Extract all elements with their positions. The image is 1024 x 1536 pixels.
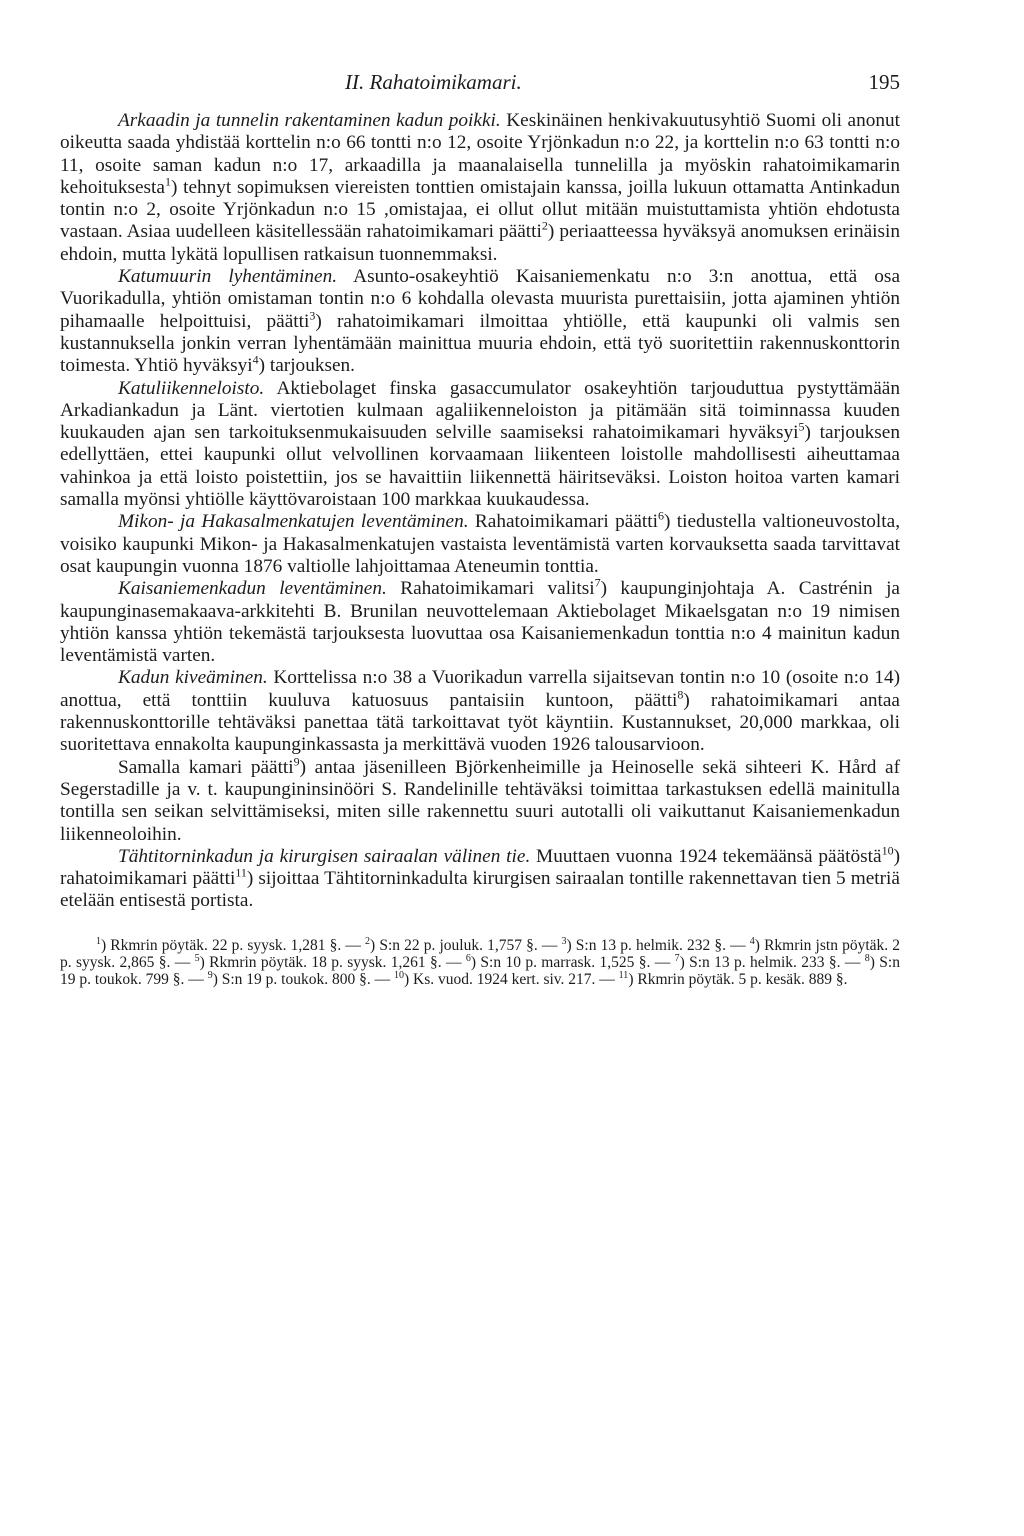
footnote-number: 4: [749, 935, 755, 947]
footnote-entry: ) S:n 13 p. helmik. 233 §. —: [679, 953, 865, 971]
footnote-number: 7: [674, 952, 680, 964]
paragraph-text: Keskinäinen henkivakuutusyhtiö Suomi oli anonut oikeutta saada yhdistää korttelin n:o 66 tontti n:o 12, osoite Yrjönkadun n:o 22, ja korttelin n:o 63 tontti n:o 11, osoite saman kadun n:o 17, arkaadilla ja maanalaisella tunnelilla ja myöskin rahatoimikamarin kehoituksesta: [60, 110, 901, 198]
paragraph-text: ) tarjouksen edellyttäen, ettei kaupunki ollut velvollinen korvaamaan liikenteen loistolle mahdollisesti aiheuttamaa vahinkoa ja että loisto poistettiin, jos se havaittiin liikennettä häiritseväksi. Loiston hoitoa varten kamari samalla myönsi yhtiölle käyttövaroistaan 100 markkaa kuukaudessa.: [60, 422, 900, 511]
footnote-ref: 4: [252, 352, 259, 367]
section-heading: Mikon- ja Hakasalmenkatujen leventäminen.: [118, 511, 469, 533]
footnote-entry: ) Rkmrin pöytäk. 5 p. kesäk. 889 §.: [628, 971, 848, 989]
footnote-entry: ) Ks. vuod. 1924 kert. siv. 217. —: [403, 971, 619, 989]
paragraph-p8: [60, 843, 900, 913]
footnotes: [60, 931, 900, 989]
paragraph-text: ) periaatteessa hyväksyä anomuksen erinäisin ehdoin, mutta lykätä lopullisen ratkaisun tuonnemmaksi.: [60, 221, 900, 265]
footnote-ref: 3: [309, 308, 316, 323]
paragraph-p1: [60, 110, 900, 266]
footnote-ref: 8: [677, 687, 684, 702]
paragraph-text: Asunto-osakeyhtiö Kaisaniemenkatu n:o 3:n anottua, että osa Vuorikadulla, yhtiön omistaman tontin n:o 6 kohdalla olevasta muurista purettaisiin, jotta ajaminen yhtiön pihamaalle helpoittuisi, päätti: [60, 266, 900, 332]
paragraph-text: ) kaupunginjohtaja A. Castrénin ja kaupunginasemakaava-arkkitehti B. Brunilan neuvottelemaan Aktiebolaget Mikaelsgatan n:o 19 nimisen yhtiön kanssa yhtiön tekemästä tarjouksesta luovuttaa osa Kaisaniemenkadun tonttia n:o 4 mainitun kadun leventämistä varten.: [60, 578, 900, 667]
footnote-number: 5: [194, 952, 200, 964]
section-heading: Katumuurin lyhentäminen.: [118, 266, 338, 288]
document-page: [60, 70, 900, 1470]
footnote-entry: ) Rkmrin jstn pöytäk. 2 p. syysk. 2,865 §. —: [60, 936, 901, 971]
paragraph-text: ) tiedustella valtioneuvostolta, voisiko kaupunki Mikon- ja Hakasalmenkatujen vastaista leventämistä varten korvauksetta saada tarvittavat osat kaupungin vuonna 1876 valtiolle lahjoittamaa Ateneumin tonttia.: [60, 511, 901, 577]
section-heading: Kaisaniemenkadun leventäminen.: [118, 578, 387, 600]
paragraph-p3: [60, 378, 900, 512]
footnote-number: 3: [561, 935, 567, 947]
footnote-ref: 5: [798, 419, 805, 434]
footnote-ref: 9: [293, 754, 300, 769]
paragraph-text: Samalla kamari päätti: [118, 756, 294, 778]
footnote-ref: 11: [235, 865, 247, 880]
paragraph-p4: [60, 508, 901, 578]
paragraph-p6: [60, 667, 900, 756]
footnote-entry: ) Rkmrin pöytäk. 22 p. syysk. 1,281 §. —: [101, 936, 366, 954]
footnote-number: 9: [207, 970, 213, 982]
paragraph-p2: [60, 266, 900, 377]
paragraph-text: ) antaa jäsenilleen Björkenheimille ja Heinoselle sekä sihteeri K. Hård af Segerstadille ja v. t. kaupungininsinööri S. Randelinille tehtäväksi toimittaa tarkastuksen edellä mainitulla tontilla sen seikan selvittämiseksi, miten sille rakennettu suuri autotalli oli vaikuttanut Kaisaniemenkadun liikenneoloihin.: [60, 756, 901, 845]
footnote-text: [60, 937, 900, 989]
paragraph-text: ) tarjouksen.: [258, 355, 356, 377]
paragraph-text: ) rahatoimikamari antaa rakennuskonttorille tehtäväksi panettaa tätä tarkoittavat työt käyntiin. Kustannukset, 20,000 markkaa, oli suoritettava ennakolta kaupunginkassasta ja merkittävä vuoden 1926 talousarvioon.: [60, 689, 900, 756]
paragraph-text: ) tehnyt sopimuksen viereisten tonttien omistajain kanssa, joilla lukuun ottamatta Antinkadun tontin n:o 2, osoite Yrjönkadun n:o 15 ,omistajaa, ei ollut ollut mitään muistuttamista yhtiön ehdotusta vastaan. Asiaa uudelleen käsitellessään rahatoimikamari päätti: [60, 176, 900, 243]
footnote-number: 11: [618, 970, 629, 982]
paragraph-text: ) sijoittaa Tähtitorninkadulta kirurgisen sairaalan tontille rakennettavan tien 5 metriä etelään entisestä portista.: [60, 868, 900, 912]
paragraph-text: Rahatoimikamari valitsi: [386, 578, 595, 600]
paragraph-p7: [60, 754, 901, 846]
footnote-ref: 7: [594, 575, 601, 590]
page-number: 195: [868, 70, 900, 94]
section-heading: Tähtitorninkadun ja kirurgisen sairaalan välinen tie.: [118, 845, 531, 867]
section-heading: Arkaadin ja tunnelin rakentaminen kadun poikki.: [118, 110, 501, 131]
footnote-entry: ) S:n 19 p. toukok. 799 §. —: [60, 953, 900, 989]
footnote-ref: 10: [881, 843, 894, 858]
body-text: [60, 110, 900, 913]
footnote-entry: ) S:n 19 p. toukok. 800 §. —: [212, 971, 394, 989]
paragraph-text: Korttelissa n:o 38 a Vuorikadun varrella sijaitsevan tontin n:o 10 (osoite n:o 14) anottua, että tonttiin kuuluva katuosuus pantaisiin kuntoon, päätti: [60, 667, 901, 711]
footnote-number: 2: [365, 935, 371, 947]
page-header: [60, 70, 900, 110]
paragraph-text: ) rahatoimikamari ilmoittaa yhtiölle, että kaupunki oli valmis sen kustannuksella jonkin verran lyhentämään mainittua muuria ehdoin, että työ suoritettiin rakennuskonttorin toimesta. Yhtiö hyväksyi: [60, 310, 901, 377]
paragraph-text: Muuttaen vuonna 1924 tekemäänsä päätöstä: [530, 845, 882, 867]
footnote-number: 6: [465, 952, 471, 964]
section-heading: Katuliikenneloisto.: [118, 377, 265, 399]
paragraph-p5: [60, 575, 900, 667]
footnote-number: 8: [864, 952, 870, 964]
footnote-ref: 1: [164, 174, 171, 189]
footnote-entry: ) S:n 10 p. marrask. 1,525 §. —: [470, 953, 675, 971]
paragraph-text: ) rahatoimikamari päätti: [60, 845, 900, 890]
footnote-number: 1: [96, 935, 101, 947]
footnote-number: 10: [393, 970, 404, 982]
section-heading: Kadun kiveäminen.: [118, 667, 268, 689]
footnote-ref: 6: [657, 508, 664, 523]
running-title: II. Rahatoimikamari.: [345, 70, 522, 94]
footnote-entry: ) S:n 13 p. helmik. 232 §. —: [566, 936, 750, 954]
footnote-entry: ) Rkmrin pöytäk. 18 p. syysk. 1,261 §. —: [199, 953, 466, 971]
paragraph-text: Aktiebolaget finska gasaccumulator osakeyhtiön tarjouduttua pystyttämään Arkadiankadun ja Länt. viertotien kulmaan agaliikenneloiston ja pitämään sitä toiminnassa kuuden kuukauden ajan sen tarkoituksenmukaisuuden selville saamiseksi rahatoimikamari hyväksyi: [60, 377, 900, 444]
footnote-ref: 2: [541, 219, 548, 234]
footnote-entry: ) S:n 22 p. jouluk. 1,757 §. —: [370, 936, 562, 954]
paragraph-text: Rahatoimikamari päätti: [468, 511, 658, 533]
